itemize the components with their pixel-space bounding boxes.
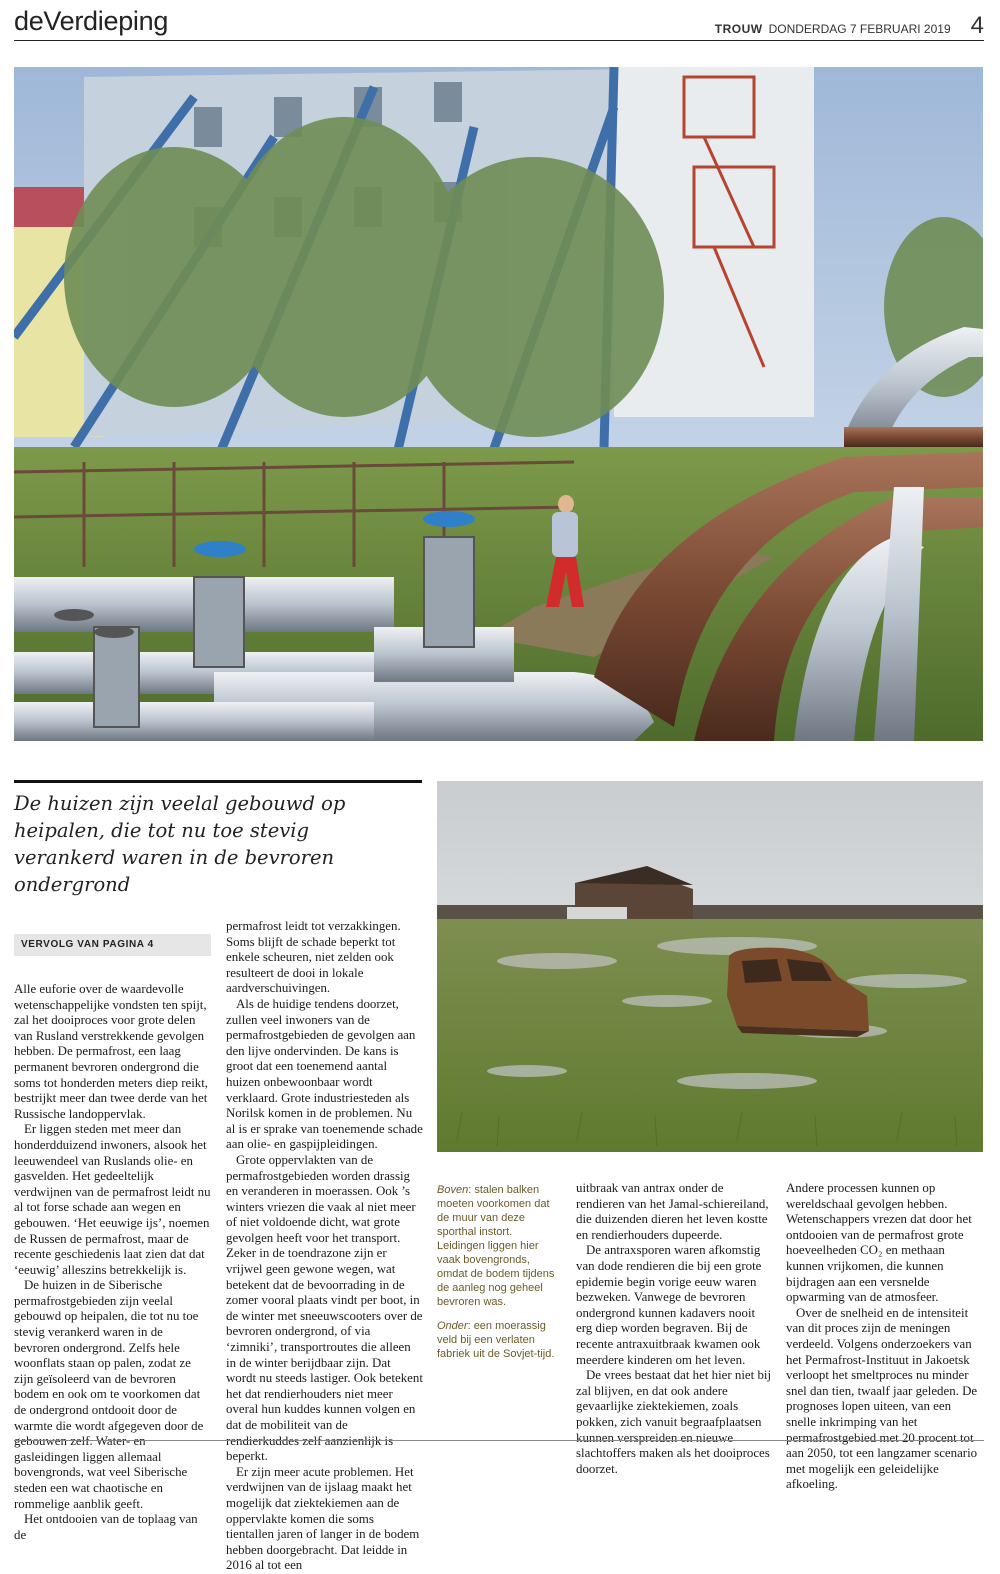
masthead-info — [715, 12, 984, 40]
paragraph: uitbraak van antrax onder de rendieren van het Jamal-schiereiland, die duizenden dieren het leven kostte en rendierhouders dupeerde. — [576, 1181, 769, 1242]
paragraph: Alle euforie over de waardevolle wetenschappelijke vondsten ten spijt, zal het dooiproces voor grote delen van Rusland verstrekkende gevolgen hebben. De permafrost, een laag permanent bevroren ondergrond die soms tot honderden meters diep reikt, bestrijkt meer dan twee derde van het Russische landoppervlak. — [14, 982, 209, 1121]
paragraph: Er zijn meer acute problemen. Het verdwijnen van de ijslaag maakt het mogelijk dat ziektekiemen aan de oppervlakte komen die soms tientallen jaren of langer in de bodem hebben doorgebracht. Dat leidde in 2016 al tot een — [226, 1464, 420, 1573]
top-photo — [14, 67, 983, 741]
footer-rule — [14, 1440, 984, 1441]
caption-bottom — [437, 1319, 562, 1361]
pullquote-rule — [14, 780, 422, 783]
issue-date: DONDERDAG 7 FEBRUARI 2019 — [768, 22, 951, 36]
continued-from-label: VERVOLG VAN PAGINA 4 — [14, 934, 211, 956]
paragraph: Het ontdooien van de toplaag van de — [14, 1512, 198, 1542]
paragraph: Grote oppervlakten van de permafrostgebieden worden drassig en veranderen in moerassen. Ook ’s winters vriezen die vaak al niet meer of niet voldoende dicht, wat grote gevolgen heeft voor het transport. Zeker in de toendrazone zijn er vrijwel geen gewone wegen, wat betekent dat de bevoorrading in de zomer vooral plaats vindt per boot, in de winter met sneeuwscooters over de bevroren ondergrond, of via ‘zimniki’, transportroutes die alleen in de winter berijdbaar zijn. Dat wordt nu steeds lastiger. Ook betekent het dat rendierhouders niet meer overal hun kuddes kunnen volgen en dat de mobiliteit van de rendierkuddes zelf aanzienlijk is beperkt. — [226, 1152, 423, 1464]
photo-caption — [437, 1183, 562, 1361]
paragraph: Er liggen steden met meer dan honderdduizend inwoners, alsook het leeuwendeel van Ruslands olie- en gasvelden. Het gedeeltelijk verdwijnen van de permafrost leidt nu al tot forse schade aan wegen en gebouwen. ‘Het eeuwige ijs’, noemen de Russen de permafrost, maar de recente geschiedenis laat zien dat dat ‘eeuwig’ alleszins betrekkelijk is. — [14, 1122, 211, 1277]
paragraph: Andere processen kunnen op wereldschaal gevolgen hebben. Wetenschappers vrezen dat door het ontdooien van de permafrost grote hoeveelheden CO₂ en methaan kunnen vrijkomen, die kunnen bijdragen aan een versnelde opwarming van de atmosfeer. — [786, 1181, 972, 1305]
paragraph: De vrees bestaat dat het hier niet bij zal blijven, en dat ook andere gevaarlijke ziektekiemen, zoals pokken, zich vanuit begraafplaatsen kunnen verspreiden en nieuwe slachtoffers maken als het dooiproces doorzet. — [576, 1368, 772, 1476]
article-column-2 — [226, 919, 423, 1574]
caption-top-label: Boven — [437, 1184, 469, 1196]
paragraph: Als de huidige tendens doorzet, zullen veel inwoners van de permafrostgebieden de gevolgen aan den lijve ondervinden. De kans is groot dat een toenemend aantal huizen onbewoonbaar wordt verklaard. Grote industriesteden als Norilsk komen in de problemen. Nu al is er sprake van toenemende schade aan olie- en gaspijpleidingen. — [226, 996, 423, 1152]
article-column-5 — [786, 1181, 983, 1493]
paragraph: Over de snelheid en de intensiteit van dit proces zijn de meningen verdeeld. Volgens onderzoekers van het Permafrost-Instituut in Jakoetsk verloopt het smeltproces nu minder snel dan tien, twaalf jaar geleden. De prognoses lopen uiteen, van een snelle inkrimping van het permafrostgebied met 20 procent tot aan 2050, tot een langzamer scenario met mogelijk een geleidelijke afkoeling. — [786, 1305, 978, 1492]
caption-top — [437, 1183, 562, 1309]
paragraph: De antraxsporen waren afkomstig van dode rendieren die bij een grote epidemie begin vorige eeuw waren bezweken. Vanwege de bevroren ondergrond kunnen kadavers nooit erg diep worden begraven. Bij de recente antraxuitbraak kwamen ook meerdere kinderen om het leven. — [576, 1243, 762, 1367]
article-column-4 — [576, 1181, 772, 1477]
header-rule — [14, 40, 984, 41]
caption-bottom-text: : een moerassig veld bij een verlaten fabriek uit de Sovjet-tijd. — [437, 1320, 555, 1360]
paper-name: TROUW — [714, 22, 763, 36]
caption-bottom-label: Onder — [437, 1320, 468, 1332]
section-title: deVerdieping — [14, 6, 169, 36]
article-column-1 — [14, 982, 211, 1543]
paragraph: De huizen in de Siberische permafrostgebieden zijn veelal gebouwd op heipalen, die tot nu toe stevig verankerd waren in de bevroren ondergrond. Zelfs hele woonflats staan op palen, zodat ze zijn geïsoleerd van de bevroren bodem en ook om te voorkomen dat de ondergrond ontdooit door de warmte die wordt afgegeven door de gebouwen zelf. Water- en gasleidingen liggen allemaal bovengronds, wat veel Siberische steden een wat chaotische en rommelige aanblik geeft. — [14, 1278, 204, 1511]
page-number: 4 — [970, 12, 984, 39]
caption-top-text: : stalen balken moeten voorkomen dat de muur van deze sporthal instort. Leidingen liggen hier vaak bovengronds, omdat de bodem tijdens de aanleg nog geheel bevroren was. — [437, 1184, 555, 1308]
bottom-photo — [437, 781, 983, 1152]
paragraph: permafrost leidt tot verzakkingen. Soms blijft de schade beperkt tot enkele scheuren, niet zelden ook resulteert de dooi in lokale aardverschuivingen. — [226, 919, 401, 996]
pullquote: De huizen zijn veelal gebouwd op heipalen, die tot nu toe stevig verankerd waren in de bevroren ondergrond — [14, 792, 346, 896]
